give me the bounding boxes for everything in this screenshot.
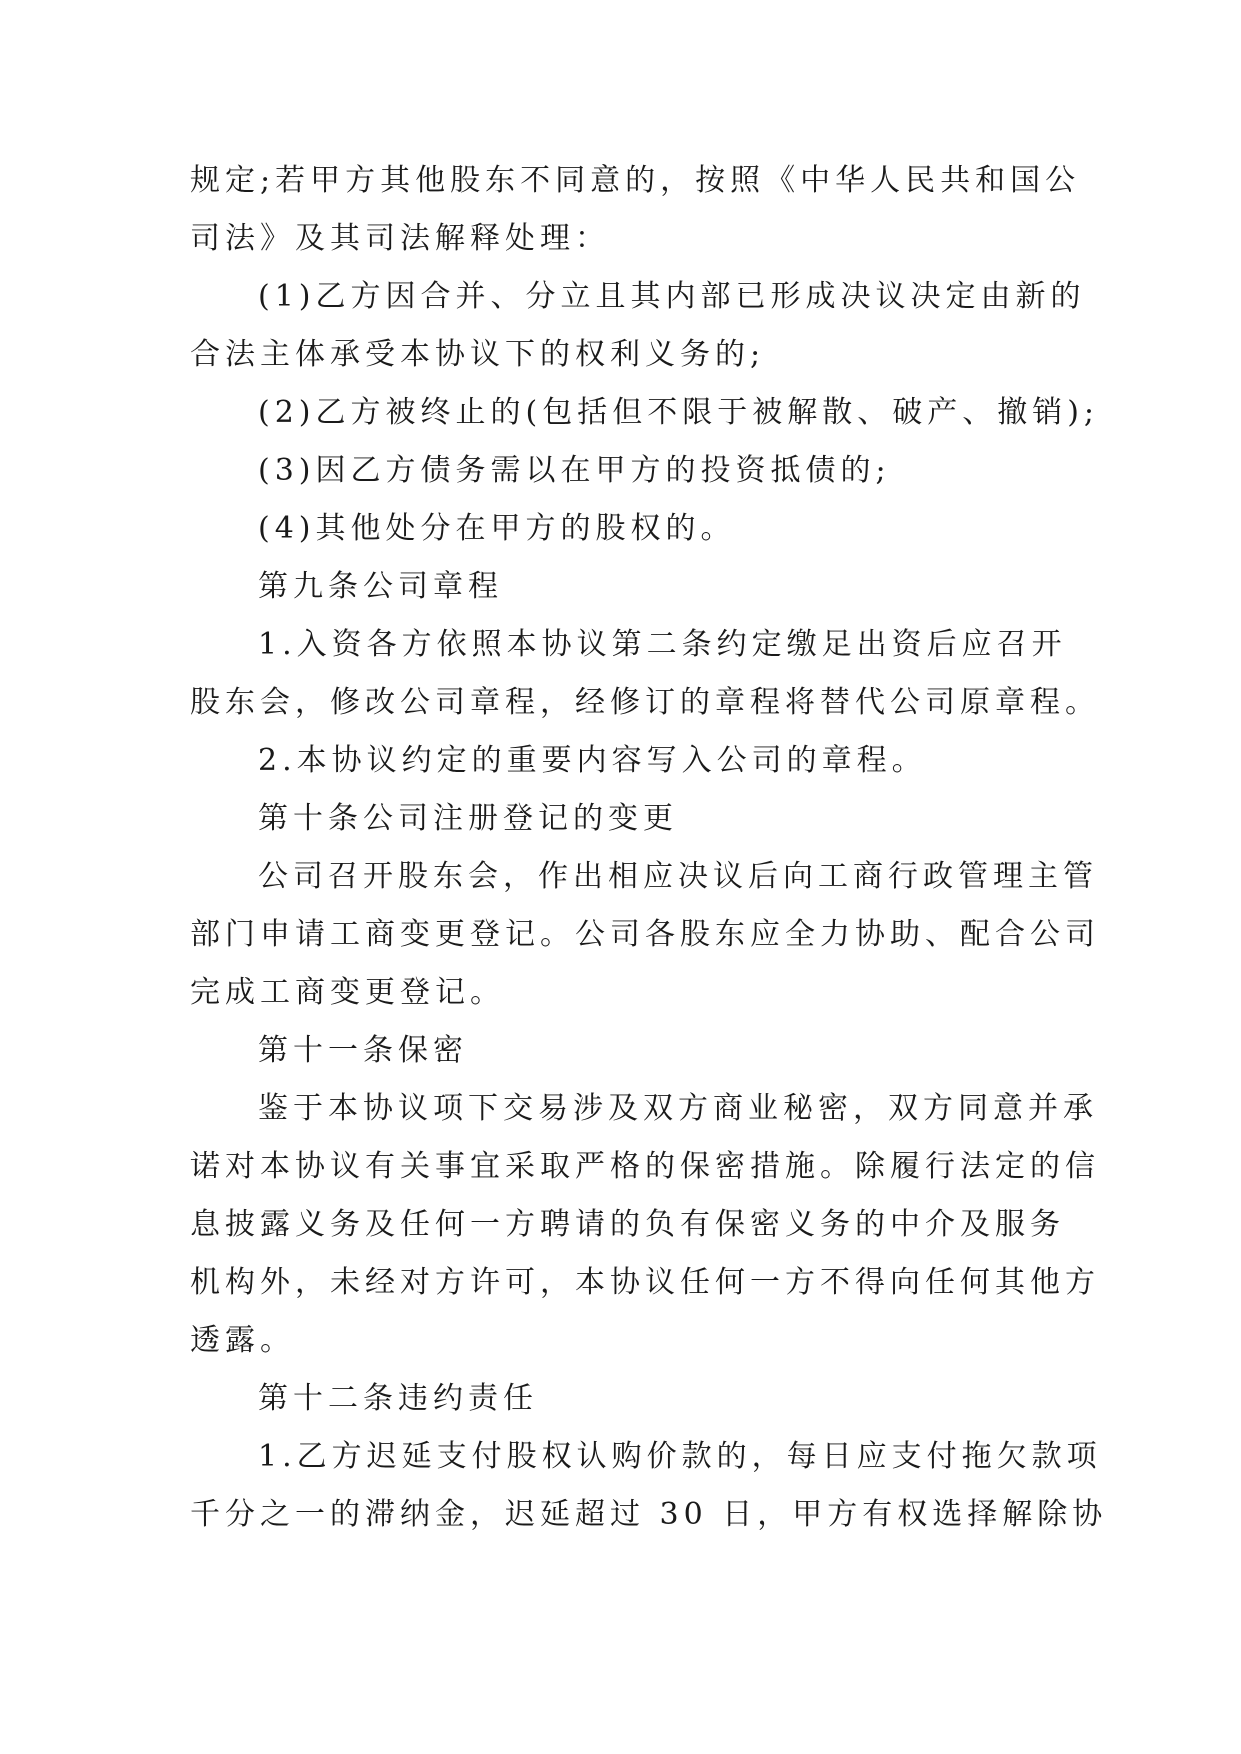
text-line: 息披露义务及任何一方聘请的负有保密义务的中介及服务 — [190, 1207, 1065, 1242]
section-heading: 第十一条保密 — [258, 1033, 468, 1068]
text-line: (3)因乙方债务需以在甲方的投资抵债的; — [258, 453, 891, 488]
text-line: 1.入资各方依照本协议第二条约定缴足出资后应召开 — [258, 627, 1067, 662]
text-line: 部门申请工商变更登记。公司各股东应全力协助、配合公司 — [190, 917, 1100, 952]
text-line: 1.乙方迟延支付股权认购价款的，每日应支付拖欠款项 — [258, 1439, 1102, 1474]
text-line: 机构外，未经对方许可，本协议任何一方不得向任何其他方 — [190, 1265, 1100, 1300]
text-line: 公司召开股东会，作出相应决议后向工商行政管理主管 — [258, 859, 1098, 894]
text-line: 鉴于本协议项下交易涉及双方商业秘密，双方同意并承 — [258, 1091, 1098, 1126]
document-body — [190, 152, 1108, 1544]
text-line: 完成工商变更登记。 — [190, 975, 505, 1010]
section-heading: 第十二条违约责任 — [258, 1381, 538, 1416]
text-line: 千分之一的滞纳金，迟延超过 30 日，甲方有权选择解除协 — [190, 1497, 1108, 1532]
text-line: (4)其他处分在甲方的股权的。 — [258, 511, 736, 546]
text-line: (2)乙方被终止的(包括但不限于被解散、破产、撤销); — [258, 395, 1100, 430]
section-heading: 第九条公司章程 — [258, 569, 503, 604]
text-line: (1)乙方因合并、分立且其内部已形成决议决定由新的 — [258, 279, 1086, 314]
text-line: 透露。 — [190, 1323, 295, 1358]
text-line: 2.本协议约定的重要内容写入公司的章程。 — [258, 743, 927, 778]
text-line: 司法》及其司法解释处理： — [190, 221, 610, 256]
text-line: 股东会，修改公司章程，经修订的章程将替代公司原章程。 — [190, 685, 1100, 720]
text-line: 规定;若甲方其他股东不同意的，按照《中华人民共和国公 — [190, 163, 1081, 198]
text-line: 合法主体承受本协议下的权利义务的; — [190, 337, 766, 372]
text-line: 诺对本协议有关事宜采取严格的保密措施。除履行法定的信 — [190, 1149, 1100, 1184]
section-heading: 第十条公司注册登记的变更 — [258, 801, 678, 836]
